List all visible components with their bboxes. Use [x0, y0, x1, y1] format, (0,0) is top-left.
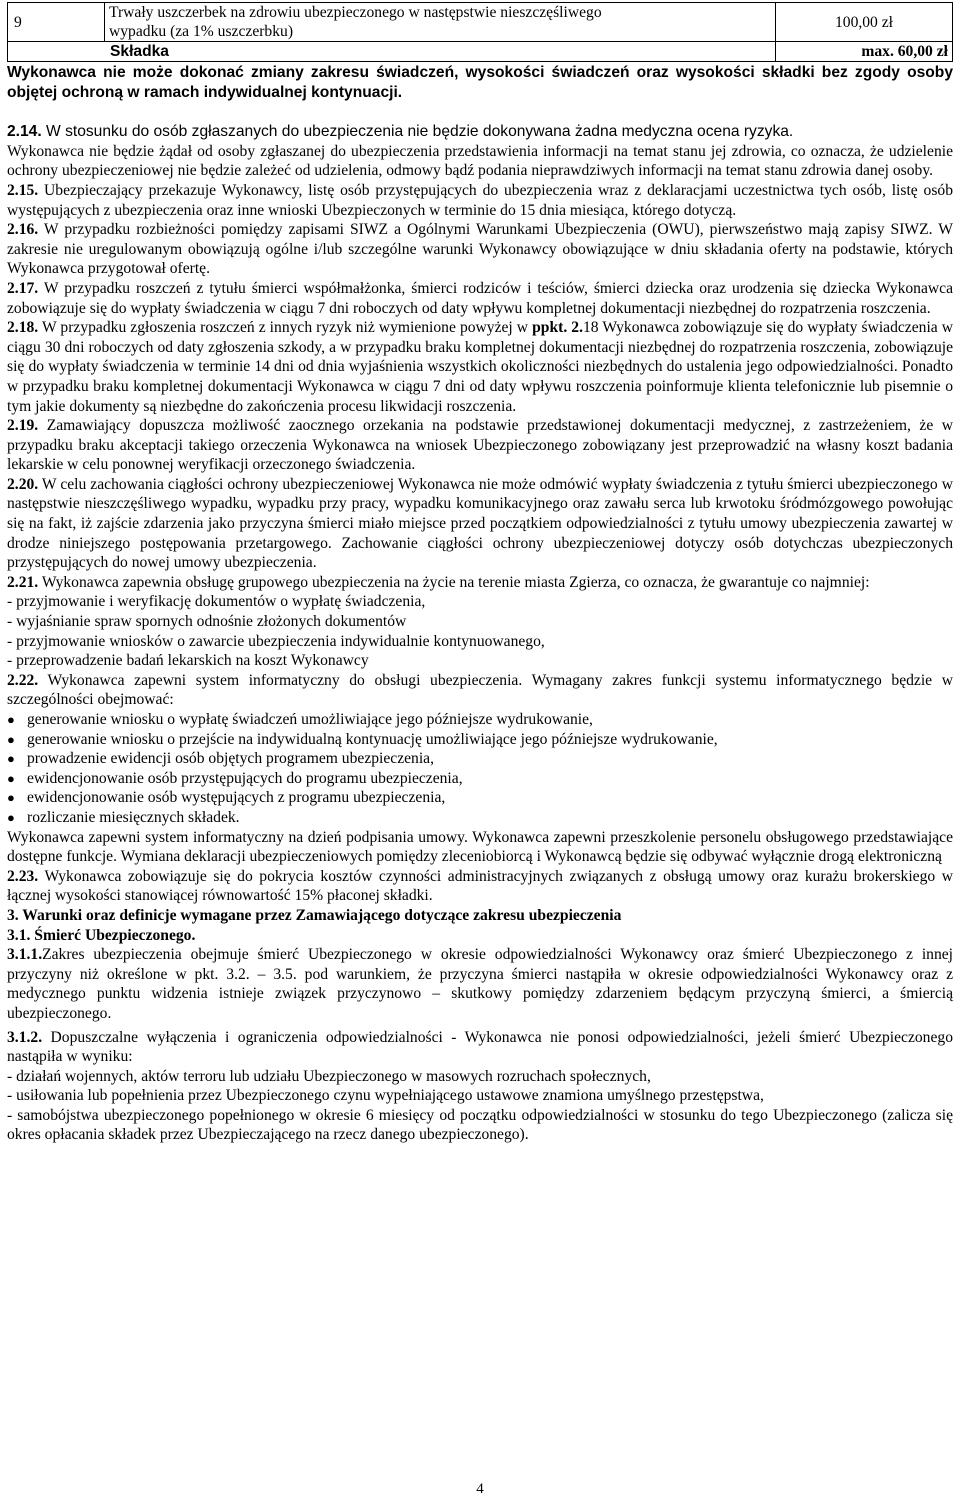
list-item: - usiłowania lub popełnienia przez Ubezpieczonego czynu wypełniającego ustawowe znamiona umyślnego przestępstwa, — [7, 1087, 764, 1105]
section-3-1-1 — [7, 945, 953, 1023]
row-number: 9 — [8, 3, 105, 42]
section-number: 2.17. — [7, 279, 39, 297]
section-2-16 — [7, 220, 953, 279]
bullet-list — [7, 710, 953, 828]
section-text: W celu zachowania ciągłości ochrony ubezpieczeniowej Wykonawca nie może odmówić wypłaty świadczenia z tytułu śmierci ubezpieczonego w następstwie nieszczęśliwego wypadku, wypadku przy pracy, wypadku komunikacyjnego oraz zawału serca lub krwotoku śródmózgowego powołując się na fakt, iż zajście zdarzenia jako przyczyna śmierci miało miejsce przed początkiem odpowiedzialności z tytułu umowy ubezpieczenia zawartej w drodze niniejszego postępowania przetargowego. Zachowanie ciągłości ochrony ubezpieczeniowej dotyczy osób dotychczas ubezpieczonych przystępujących do nowej umowy ubezpieczenia. — [7, 475, 953, 572]
skladka-value: max. 60,00 zł — [776, 42, 953, 62]
section-number: 2.19. — [7, 417, 39, 435]
dash-list — [7, 592, 953, 670]
list-item: ● ewidencjonowanie osób występujących z programu ubezpieczenia, — [7, 789, 446, 807]
list-item: - samobójstwa ubezpieczonego popełnionego w okresie 6 miesięcy od początku odpowiedzialności w stosunku do tego Ubezpieczonego (zalicza się okres opłacania składek przez Ubezpieczającego na rzecz danego ubezpieczonego). — [7, 1106, 953, 1144]
section-2-23 — [7, 867, 953, 906]
list-item: - przeprowadzenie badań lekarskich na koszt Wykonawcy — [7, 652, 369, 670]
section-text: Wykonawca zapewni system informatyczny do obsługi ubezpieczenia. Wymagany zakres funkcji systemu informatycznego będzie w szczególności obejmować: — [7, 671, 953, 709]
heading-section-3-1: 3.1. Śmierć Ubezpieczonego. — [7, 926, 196, 944]
section-text: W przypadku zgłoszenia roszczeń z innych ryzyk niż wymienione powyżej w — [41, 319, 529, 337]
section-number: 2.22. — [7, 671, 39, 689]
section-number: 2.16. — [7, 221, 39, 239]
section-2-18 — [7, 318, 953, 416]
list-item: ● generowanie wniosku o wypłatę świadczeń umożliwiające jego późniejsze wydrukowanie, — [7, 711, 593, 728]
section-text: Wykonawca zobowiązuje się do pokrycia kosztów czynności administracyjnych związanych z obsługą umowy oraz kurażu brokerskiego w łącznej wysokości stanowiącej równowartość 15% płaconej składki. — [7, 867, 953, 905]
skladka-label: Składka — [8, 42, 776, 62]
section-2-14 — [7, 122, 953, 142]
section-number: 2.21. — [7, 573, 39, 591]
intro-paragraph: Wykonawca nie może dokonać zmiany zakresu świadczeń, wysokości świadczeń oraz wysokości składki bez zgody osoby objętej ochroną w ramach indywidualnej kontynuacji. — [7, 64, 953, 101]
section-2-22 — [7, 671, 953, 710]
bullet-icon: ● — [7, 731, 15, 747]
bullet-icon: ● — [7, 712, 15, 727]
section-text: Wykonawca zobowiązuje się do wypłaty świadczenia w ciągu 30 dni roboczych od daty zgłoszenia szkody, a w przypadku braku kompletnej dokumentacji niezbędnej do rozpatrzenia roszczenia, zobowiązuje się do wypłaty świadczenia w terminie 14 dni od dnia wyjaśnienia wszystkich okoliczności niezbędnych do ustalenia jego odpowiedzialności. Ponadto w przypadku braku kompletnej dokumentacji Wykonawca w ciągu 7 dni od daty wpływu roszczenia poinformuje klienta telefonicznie lub pisemnie o tym jakie dokumenty są niezbędne do zakończenia procesu likwidacji roszczenia. — [7, 319, 953, 415]
table-row — [8, 42, 953, 62]
list-item: - wyjaśnianie spraw spornych odnośnie złożonych dokumentów — [7, 613, 407, 631]
section-number: 2.14. — [7, 123, 42, 141]
section-2-17 — [7, 279, 953, 318]
row-description — [105, 3, 776, 42]
bullet-icon: ● — [7, 770, 15, 786]
section-number: 2.20. — [7, 475, 39, 493]
section-text: Zamawiający dopuszcza możliwość zaocznego orzekania na podstawie przedstawionej dokumentacji medycznej, z zastrzeżeniem, że w przypadku braku akceptacji takiego orzeczenia Wykonawca na wniosek Ubezpieczonego zobowiązany jest przeprowadzić na własny koszt badania lekarskie w celu ponownej weryfikacji orzeczonego świadczenia. — [7, 417, 953, 474]
row-description-line: Trwały uszczerbek na zdrowiu ubezpieczonego w następstwie nieszczęśliwego — [109, 4, 602, 21]
list-item: ● ewidencjonowanie osób przystępujących do programu ubezpieczenia, — [7, 769, 463, 787]
section-number: 3.1.2. — [7, 1028, 43, 1046]
section-text: W przypadku rozbieżności pomiędzy zapisami SIWZ a Ogólnymi Warunkami Ubezpieczenia (OWU), pierwszeństwo mają zapisy SIWZ. W zakresie nie uregulowanym obowiązują ogólne i/lub szczególne warunki Wykonawcy obowiązujące w dniu składania oferty na podstawie, których Wykonawca przygotował ofertę. — [7, 221, 953, 278]
section-text: Dopuszczalne wyłączenia i ograniczenia odpowiedzialności - Wykonawca nie ponosi odpowiedzialności, jeżeli śmierć Ubezpieczonego nastąpiła w wyniku: — [7, 1028, 953, 1066]
section-number: 2.18. — [7, 319, 39, 337]
section-text: Ubezpieczający przekazuje Wykonawcy, listę osób przystępujących do ubezpieczenia wraz z deklaracjami uczestnictwa tych osób, listę osób występujących z ubezpieczenia oraz inne wnioski Ubezpieczonych w terminie do 15 dnia miesiąca, którego dotyczą. — [7, 181, 953, 219]
section-text: Wykonawca zapewnia obsługę grupowego ubezpieczenia na życie na terenie miasta Zgierza, co oznacza, że gwarantuje co najmniej: — [41, 573, 870, 591]
bullet-icon: ● — [7, 790, 15, 806]
section-text: W stosunku do osób zgłaszanych do ubezpieczenia nie będzie dokonywana żadna medyczna ocena ryzyka. — [46, 123, 794, 141]
section-2-19 — [7, 416, 953, 475]
section-number: 3.1.1. — [7, 946, 43, 964]
section-2-15 — [7, 181, 953, 220]
heading-section-3: 3. Warunki oraz definicje wymagane przez Zamawiającego dotyczące zakresu ubezpieczenia — [7, 906, 622, 924]
section-2-22-after: Wykonawca zapewni system informatyczny na dzień podpisania umowy. Wykonawca zapewni przeszkolenie personelu obsługowego przedstawiające dostępne funkcje. Wymiana deklaracji ubezpieczeniowych pomiędzy zleceniobiorcą i Wykonawcą będzie się odbywać wyłącznie drogą elektroniczną — [7, 828, 953, 866]
section-number: 2.23. — [7, 867, 39, 885]
benefits-table — [7, 2, 953, 62]
section-2-20 — [7, 475, 953, 573]
bullet-icon: ● — [7, 751, 15, 767]
section-number: 2.15. — [7, 181, 39, 199]
page-number: 4 — [476, 1481, 484, 1497]
table-row — [8, 3, 953, 42]
list-item: ● rozliczanie miesięcznych składek. — [7, 808, 240, 826]
bullet-icon: ● — [7, 809, 15, 825]
row-description-line: wypadku (za 1% uszczerbku) — [109, 23, 294, 40]
section-text: W przypadku roszczeń z tytułu śmierci współmałżonka, śmierci rodziców i teściów, śmierci dziecka oraz urodzenia się dziecka Wykonawca zobowiązuje się do wypłaty świadczenia w ciągu 7 dni roboczych od daty wpływu kompletnej dokumentacji niezbędnej do rozpatrzenia roszczenia. — [7, 279, 953, 317]
list-item: ● generowanie wniosku o przejście na indywidualną kontynuację umożliwiające jego późniejsze wydrukowanie, — [7, 730, 718, 748]
section-3-1-2 — [7, 1028, 953, 1067]
ppkt-reference-suffix: 18 — [582, 319, 599, 337]
list-item: ● prowadzenie ewidencji osób objętych programem ubezpieczenia, — [7, 750, 434, 768]
dash-list — [7, 1067, 953, 1145]
document-page — [7, 2, 953, 1145]
section-text: Zakres ubezpieczenia obejmuje śmierć Ubezpieczonego w okresie odpowiedzialności Wykonawcy oraz śmierć Ubezpieczonego z innej przyczyny niż określone w pkt. 3.2. – 3.5. pod warunkiem, że przyczyna śmierci nastąpiła w okresie odpowiedzialności Wykonawcy oraz z medycznego punktu widzenia istnieje związek przyczynowo – skutkowy pomiędzy zdarzeniem będącym przyczyną śmierci, a śmiercią ubezpieczonego. — [7, 946, 953, 1022]
list-item: - przyjmowanie wniosków o zawarcie ubezpieczenia indywidualnie kontynuowanego, — [7, 632, 545, 650]
ppkt-reference: ppkt. 2. — [532, 319, 583, 337]
section-2-14-continued: Wykonawca nie będzie żądał od osoby zgłaszanej do ubezpieczenia przedstawienia informacji na temat stanu jej zdrowia, co oznacza, że udzielenie ochrony ubezpieczeniowej nie będzie zależeć od udzielenia, odmowy bądź podania nieprawdziwych informacji na temat stanu zdrowia danej osoby. — [7, 142, 953, 180]
list-item: - przyjmowanie i weryfikację dokumentów o wypłatę świadczenia, — [7, 593, 426, 611]
section-2-21 — [7, 573, 953, 593]
list-item: - działań wojennych, aktów terroru lub udziału Ubezpieczonego w masowych rozruchach społecznych, — [7, 1067, 651, 1085]
row-value: 100,00 zł — [776, 3, 953, 42]
